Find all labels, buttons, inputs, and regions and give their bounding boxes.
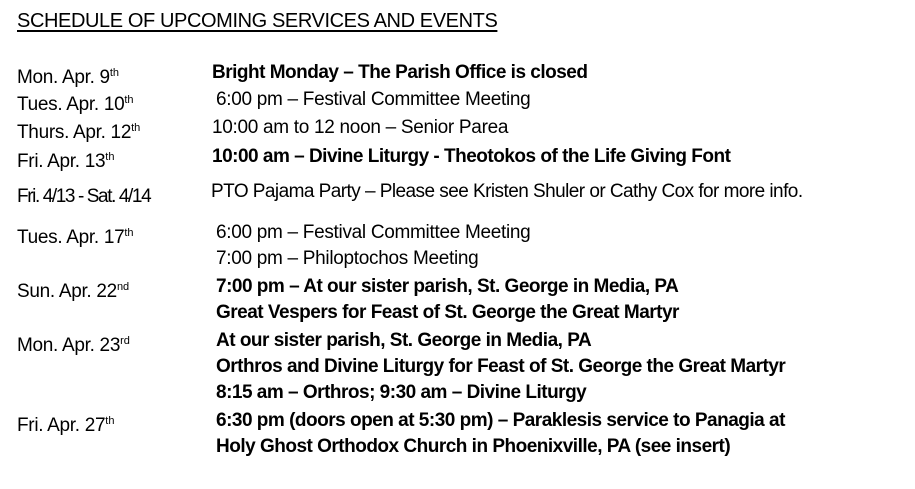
- event-date: Tues. Apr. 10th: [17, 94, 134, 115]
- event-description: At our sister parish, St. George in Media, PA: [216, 330, 592, 351]
- event-description: 8:15 am – Orthros; 9:30 am – Divine Liturgy: [216, 382, 587, 403]
- event-date: Mon. Apr. 23rd: [17, 335, 130, 356]
- event-description: 6:00 pm – Festival Committee Meeting: [216, 89, 531, 110]
- event-description: Holy Ghost Orthodox Church in Phoenixville, PA (see insert): [216, 436, 731, 457]
- event-description: 6:30 pm (doors open at 5:30 pm) – Paraklesis service to Panagia at: [216, 410, 785, 431]
- event-description: 10:00 am – Divine Liturgy - Theotokos of the Life Giving Font: [212, 146, 731, 167]
- event-date: Tues. Apr. 17th: [17, 227, 134, 248]
- schedule-heading: SCHEDULE OF UPCOMING SERVICES AND EVENTS: [17, 10, 498, 32]
- event-date: Mon. Apr. 9th: [17, 67, 120, 88]
- event-date: Fri. Apr. 13th: [17, 151, 115, 172]
- event-description: Great Vespers for Feast of St. George the Great Martyr: [216, 302, 679, 323]
- event-date: Thurs. Apr. 12th: [17, 122, 141, 143]
- event-description: Orthros and Divine Liturgy for Feast of St. George the Great Martyr: [216, 356, 786, 377]
- event-description: 6:00 pm – Festival Committee Meeting: [216, 222, 531, 243]
- event-description: Bright Monday – The Parish Office is closed: [212, 62, 588, 83]
- event-date: Sun. Apr. 22nd: [17, 281, 130, 302]
- event-description: PTO Pajama Party – Please see Kristen Shuler or Cathy Cox for more info.: [211, 181, 803, 202]
- event-description: 10:00 am to 12 noon – Senior Parea: [212, 117, 509, 138]
- event-date: Fri. Apr. 27th: [17, 415, 115, 436]
- event-description: 7:00 pm – Philoptochos Meeting: [216, 248, 479, 269]
- event-description: 7:00 pm – At our sister parish, St. George in Media, PA: [216, 276, 679, 297]
- event-date: Fri. 4/13 - Sat. 4/14: [17, 186, 151, 207]
